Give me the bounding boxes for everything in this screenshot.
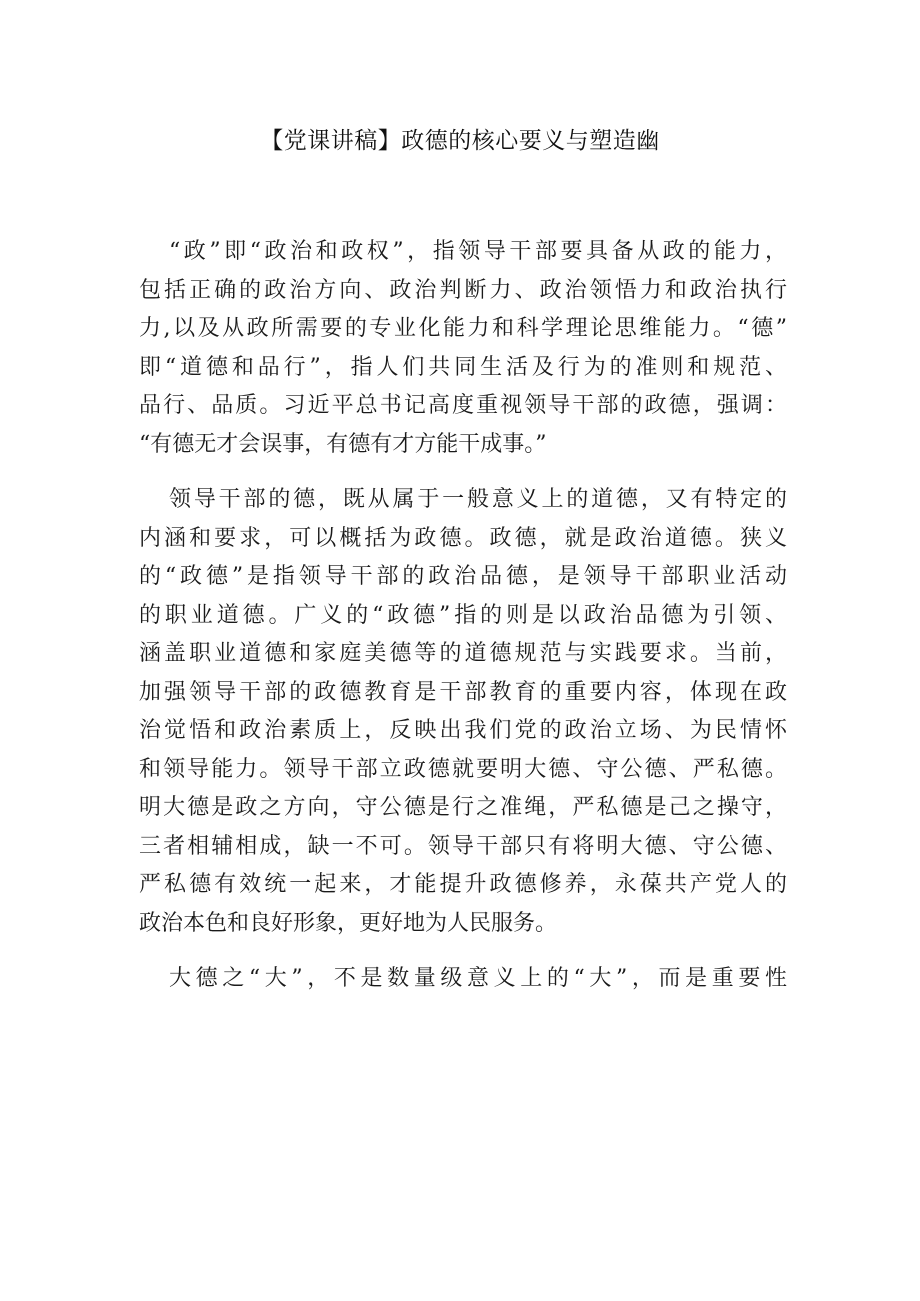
text-line: 的职业道德。广义的“政德”指的则是以政治品德为引领、 <box>139 602 787 628</box>
text-line: 治觉悟和政治素质上，反映出我们党的政治立场、为民情怀 <box>139 718 787 743</box>
text-line: 政治本色和良好形象，更好地为人民服务。 <box>139 910 558 936</box>
text-line: 内涵和要求，可以概括为政德。政德，就是政治道德。狭义 <box>139 525 787 551</box>
paragraph-spacing <box>139 943 787 960</box>
document-body <box>139 233 787 999</box>
text-line: 品行、品质。习近平总书记高度重视领导干部的政德，强调： <box>139 393 787 418</box>
document-title: 【党课讲稿】政德的核心要义与塑造幽 <box>260 128 660 154</box>
text-line: 的“政德”是指领导干部的政治品德，是领导干部职业活动 <box>139 564 787 589</box>
text-line: 领导干部的德，既从属于一般意义上的道德，又有特定的 <box>169 487 787 512</box>
paragraph-spacing <box>139 464 787 481</box>
paragraph-3 <box>139 960 787 999</box>
text-line: “政”即“政治和政权”，指领导干部要具备从政的能力， <box>169 239 787 264</box>
text-line: 三者相辅相成，缺一不可。领导干部只有将明大德、守公德、 <box>139 833 787 859</box>
text-line: 大德之“大”，不是数量级意义上的“大”，而是重要性 <box>169 966 787 991</box>
paragraph-1 <box>139 233 787 464</box>
text-line: 涵盖职业道德和家庭美德等的道德规范与实践要求。当前， <box>139 641 787 666</box>
text-line: 和领导能力。领导干部立政德就要明大德、守公德、严私德。 <box>139 756 787 782</box>
text-line: 力,以及从政所需要的专业化能力和科学理论思维能力。“德” <box>139 316 787 341</box>
text-line: 包括正确的政治方向、政治判断力、政治领悟力和政治执行 <box>139 277 787 303</box>
text-line: 加强领导干部的政德教育是干部教育的重要内容，体现在政 <box>139 679 787 705</box>
text-line: 即“道德和品行”，指人们共同生活及行为的准则和规范、 <box>139 354 787 380</box>
paragraph-2 <box>139 481 787 943</box>
text-line: 明大德是政之方向，守公德是行之准绳，严私德是己之操守， <box>139 795 787 820</box>
text-line: “有德无才会误事，有德有才方能干成事。” <box>139 431 547 457</box>
text-line: 严私德有效统一起来，才能提升政德修养，永葆共产党人的 <box>139 872 787 897</box>
